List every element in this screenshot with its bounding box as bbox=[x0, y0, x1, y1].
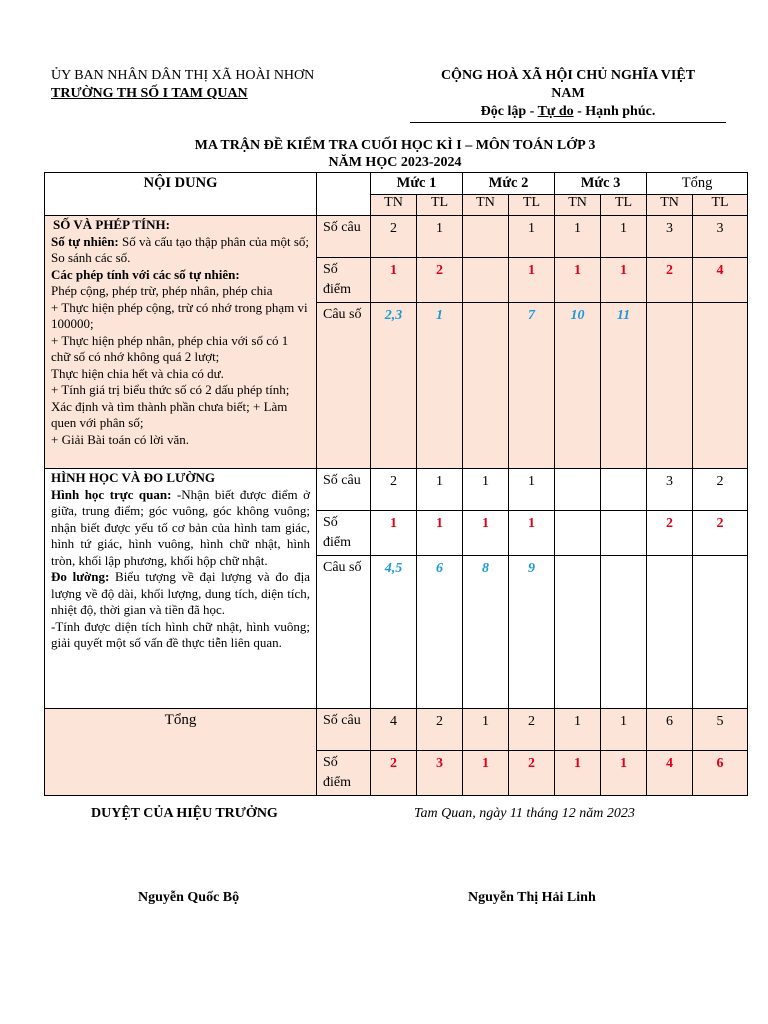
committee-name: ỦY BAN NHÂN DÂN THỊ XÃ HOÀI NHƠN bbox=[51, 68, 315, 83]
text: Số và cấu tạo thập phân của một số; So sánh các số. bbox=[51, 233, 310, 265]
tl-header: TL bbox=[693, 195, 748, 216]
cell: 1 bbox=[555, 258, 601, 303]
cell: 5 bbox=[693, 709, 748, 751]
cell bbox=[693, 556, 748, 709]
text: Biểu tượng về đại lượng và đo địa lượng về độ dài, khối lượng, dung tích, diện tích, nhiệt độ, thời gian và tiền đã học. bbox=[51, 569, 311, 617]
header-left bbox=[51, 67, 381, 103]
bold-lead: Đo lường: bbox=[51, 569, 110, 584]
cell: 11 bbox=[601, 303, 647, 469]
header-row bbox=[45, 173, 748, 195]
tn-header: TN bbox=[371, 195, 417, 216]
bold-lead: Số tự nhiên: bbox=[51, 233, 119, 249]
cell: 1 bbox=[417, 303, 463, 469]
section-2-title: HÌNH HỌC VÀ ĐO LƯỜNG bbox=[51, 470, 215, 485]
row-label-so-diem: Số điểm bbox=[317, 751, 371, 796]
cell: 1 bbox=[509, 511, 555, 556]
document-title: MA TRẬN ĐỀ KIỂM TRA CUỐI HỌC KÌ I – MÔN TOÁN LỚP 3 bbox=[194, 138, 596, 153]
cell: 1 bbox=[509, 216, 555, 258]
total-label: Tổng bbox=[45, 709, 317, 796]
cell: 10 bbox=[555, 303, 601, 469]
cell: 1 bbox=[509, 469, 555, 511]
cell: 1 bbox=[463, 709, 509, 751]
cell: 1 bbox=[371, 511, 417, 556]
cell: 3 bbox=[647, 469, 693, 511]
row-label-so-cau: Số câu bbox=[317, 709, 371, 751]
matrix-table bbox=[44, 172, 748, 796]
cell: 6 bbox=[693, 751, 748, 796]
section-1-p2: Các phép tính với các số tự nhiên: bbox=[51, 266, 240, 282]
tn-header: TN bbox=[555, 195, 601, 216]
cell: 1 bbox=[555, 216, 601, 258]
cell bbox=[601, 556, 647, 709]
cell bbox=[463, 303, 509, 469]
cell: 2 bbox=[371, 469, 417, 511]
motto-part: - Hạnh phúc. bbox=[573, 104, 656, 119]
section-1-p5: + Thực hiện phép nhân, phép chia với số có 1 chữ số có nhớ không quá 2 lượt; bbox=[51, 332, 289, 364]
cell: 4 bbox=[647, 751, 693, 796]
table-row bbox=[45, 469, 748, 511]
cell: 4,5 bbox=[371, 556, 417, 709]
section-1-p1 bbox=[51, 234, 310, 267]
cell: 1 bbox=[417, 216, 463, 258]
cell: 1 bbox=[463, 751, 509, 796]
cell: 2 bbox=[693, 511, 748, 556]
row-label-so-cau: Số câu bbox=[317, 469, 371, 511]
cell: 1 bbox=[371, 258, 417, 303]
section-2-p3: -Tính được diện tích hình chữ nhật, hình vuông; giải quyết một số vấn đề thực tiễn liên quan. bbox=[51, 618, 310, 650]
section-1-p7: + Tính giá trị biểu thức số có 2 dấu phép tính; Xác định và tìm thành phần chưa biết; + Làm quen với phân số; bbox=[51, 382, 290, 430]
date-line: Tam Quan, ngày 11 tháng 12 năm 2023 bbox=[414, 806, 635, 821]
content-header: NỘI DUNG bbox=[45, 173, 317, 216]
tn-header: TN bbox=[463, 195, 509, 216]
tl-header: TL bbox=[601, 195, 647, 216]
cell: 6 bbox=[647, 709, 693, 751]
cell: 4 bbox=[371, 709, 417, 751]
cell: 1 bbox=[463, 511, 509, 556]
section-1-p4: + Thực hiện phép cộng, trừ có nhớ trong phạm vi 100000; bbox=[51, 299, 308, 331]
section-1-p8: + Giải Bài toán có lời văn. bbox=[51, 431, 190, 447]
school-name: TRƯỜNG TH SỐ I TAM QUAN bbox=[51, 86, 248, 101]
cell bbox=[555, 469, 601, 511]
cell: 1 bbox=[463, 469, 509, 511]
cell: 2 bbox=[647, 511, 693, 556]
table-row bbox=[45, 216, 748, 258]
row-label-so-diem: Số điểm bbox=[317, 258, 371, 303]
section-2-p1 bbox=[51, 487, 310, 570]
signer-author: Nguyễn Thị Hải Linh bbox=[468, 890, 596, 905]
section-1-p3: Phép cộng, phép trừ, phép nhân, phép chia bbox=[51, 283, 273, 298]
motto-part: Tự do bbox=[537, 104, 574, 119]
cell bbox=[647, 556, 693, 709]
cell: 3 bbox=[647, 216, 693, 258]
cell: 1 bbox=[555, 751, 601, 796]
cell: 2 bbox=[417, 709, 463, 751]
cell: 2 bbox=[371, 216, 417, 258]
section-1-p6: Thực hiện chia hết và chia có dư. bbox=[51, 365, 224, 381]
cell: 2 bbox=[417, 258, 463, 303]
row-label-cau-so: Câu số bbox=[317, 556, 371, 709]
cell: 1 bbox=[601, 751, 647, 796]
cell: 2 bbox=[509, 709, 555, 751]
total-row bbox=[45, 709, 748, 751]
empty-header bbox=[317, 173, 371, 216]
cell: 9 bbox=[509, 556, 555, 709]
cell: 2,3 bbox=[371, 303, 417, 469]
total-header: Tổng bbox=[647, 173, 748, 195]
cell: 1 bbox=[601, 709, 647, 751]
cell: 7 bbox=[509, 303, 555, 469]
cell: 2 bbox=[371, 751, 417, 796]
cell: 3 bbox=[417, 751, 463, 796]
section-2-content bbox=[45, 469, 317, 709]
header-right bbox=[410, 67, 726, 123]
level-2-header: Mức 2 bbox=[463, 173, 555, 195]
cell: 2 bbox=[509, 751, 555, 796]
cell: 3 bbox=[693, 216, 748, 258]
section-1-title: SỐ VÀ PHÉP TÍNH: bbox=[53, 217, 170, 232]
row-label-so-diem: Số điểm bbox=[317, 511, 371, 556]
cell: 4 bbox=[693, 258, 748, 303]
cell bbox=[555, 556, 601, 709]
motto-part: Độc lập - bbox=[480, 104, 538, 119]
cell bbox=[601, 469, 647, 511]
section-2-p2 bbox=[51, 569, 310, 619]
school-year: NĂM HỌC 2023-2024 bbox=[328, 155, 462, 170]
cell bbox=[647, 303, 693, 469]
section-1-content bbox=[45, 216, 317, 469]
cell: 2 bbox=[693, 469, 748, 511]
tl-header: TL bbox=[417, 195, 463, 216]
cell: 8 bbox=[463, 556, 509, 709]
cell bbox=[463, 216, 509, 258]
cell bbox=[601, 511, 647, 556]
cell bbox=[463, 258, 509, 303]
bold-lead: Hình học trực quan: bbox=[51, 486, 172, 502]
cell: 1 bbox=[417, 469, 463, 511]
row-label-so-cau: Số câu bbox=[317, 216, 371, 258]
tl-header: TL bbox=[509, 195, 555, 216]
tn-header: TN bbox=[647, 195, 693, 216]
cell: 6 bbox=[417, 556, 463, 709]
cell: 1 bbox=[509, 258, 555, 303]
cell: 1 bbox=[555, 709, 601, 751]
level-1-header: Mức 1 bbox=[371, 173, 463, 195]
text: -Nhận biết được điểm ở giữa, trung điểm; góc vuông, góc không vuông; nhận biết được yếu tố cơ bản của hình tam giác, hình tứ giác, hình vuông, hình chữ nhật, hình tròn, khối lập phương, khối hộp chữ nhật. bbox=[51, 486, 310, 568]
cell bbox=[693, 303, 748, 469]
level-3-header: Mức 3 bbox=[555, 173, 647, 195]
country-name-line1: CỘNG HOÀ XÃ HỘI CHỦ NGHĨA VIỆT bbox=[440, 68, 696, 83]
cell: 2 bbox=[647, 258, 693, 303]
cell: 1 bbox=[417, 511, 463, 556]
cell: 1 bbox=[601, 216, 647, 258]
cell: 1 bbox=[601, 258, 647, 303]
row-label-cau-so: Câu số bbox=[317, 303, 371, 469]
signer-principal: Nguyễn Quốc Bộ bbox=[138, 890, 240, 905]
country-name-line2: NAM bbox=[551, 86, 585, 101]
motto bbox=[410, 103, 726, 123]
cell bbox=[555, 511, 601, 556]
approval-label: DUYỆT CỦA HIỆU TRƯỞNG bbox=[91, 806, 278, 821]
